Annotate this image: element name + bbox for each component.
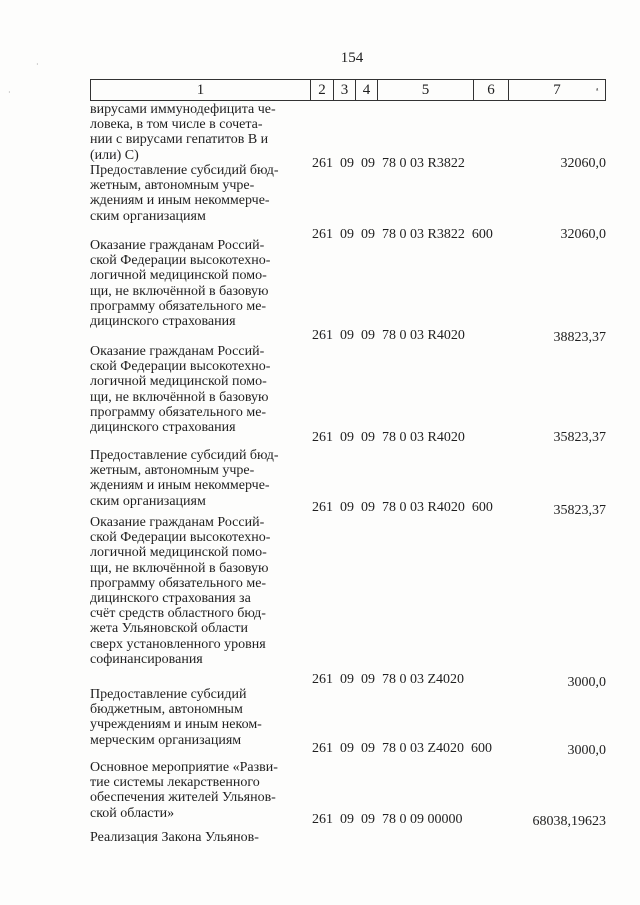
row-description: Оказание гражданам Россий- ской Федерации высокотехно- логичной медицинской помо- щи, не включённой в базовую программу обязательного ме- дицинского страхования за счёт средств областного бюд- жета Ульяновской области сверх установленного уровня софинансирования <box>90 515 271 667</box>
row-amount: 35823,37 <box>553 503 606 518</box>
row-description: Предоставление субсидий бюд- жетным, автономным учре- ждениям и иным некоммерче- ским организациям <box>90 448 279 509</box>
page-number: 154 <box>340 50 364 66</box>
scan-mark: · <box>36 60 39 69</box>
scan-mark: · <box>8 88 11 97</box>
column-header-row <box>90 79 606 101</box>
row-amount: 32060,0 <box>560 227 606 242</box>
row-amount: 68038,19623 <box>532 814 606 829</box>
row-description: Оказание гражданам Россий- ской Федерации высокотехно- логичной медицинской помо- щи, не включённой в базовую программу обязательного ме- дицинского страхования <box>90 238 271 330</box>
corner-mark: ᵃ <box>596 85 599 95</box>
row-amount: 3000,0 <box>567 743 606 758</box>
row-codes: 261 09 09 78 0 03 Z4020 <box>312 672 465 687</box>
row-amount: 35823,37 <box>553 430 606 445</box>
row-description: Предоставление субсидий бюджетным, автономным учреждениям и иным неком- мерческим организациям <box>90 687 262 748</box>
row-codes: 261 09 09 78 0 03 R4020 600 <box>312 500 493 515</box>
row-codes: 261 09 09 78 0 03 Z4020 600 <box>312 741 493 756</box>
column-header: 5 <box>378 80 474 100</box>
column-header: 2 <box>311 80 334 100</box>
row-description: вирусами иммунодефицита че- ловека, в том числе в сочета- нии с вирусами гепатитов В и (или) С) <box>90 102 276 163</box>
row-codes: 261 09 09 78 0 09 00000 <box>312 812 463 827</box>
row-description: Основное мероприятие «Разви- тие системы лекарственного обеспечения жителей Ульянов- ской области» <box>90 760 278 821</box>
row-description: Предоставление субсидий бюд- жетным, автономным учре- ждениям и иным некоммерче- ским организациям <box>90 163 279 224</box>
row-amount: 3000,0 <box>567 675 606 690</box>
row-codes: 261 09 09 78 0 03 R4020 <box>312 430 465 445</box>
column-header: 4 <box>356 80 378 100</box>
row-description: Реализация Закона Ульянов- <box>90 830 259 845</box>
row-amount: 38823,37 <box>553 330 606 345</box>
row-amount: 32060,0 <box>560 156 606 171</box>
row-description: Оказание гражданам Россий- ской Федерации высокотехно- логичной медицинской помо- щи, не включённой в базовую программу обязательного ме- дицинского страхования <box>90 344 271 436</box>
row-codes: 261 09 09 78 0 03 R3822 600 <box>312 227 493 242</box>
column-header: 1 <box>91 80 311 100</box>
column-header: 6 <box>474 80 509 100</box>
row-codes: 261 09 09 78 0 03 R4020 <box>312 328 465 343</box>
column-header: 7 <box>553 82 561 98</box>
row-codes: 261 09 09 78 0 03 R3822 <box>312 156 465 171</box>
column-header: 3 <box>334 80 356 100</box>
